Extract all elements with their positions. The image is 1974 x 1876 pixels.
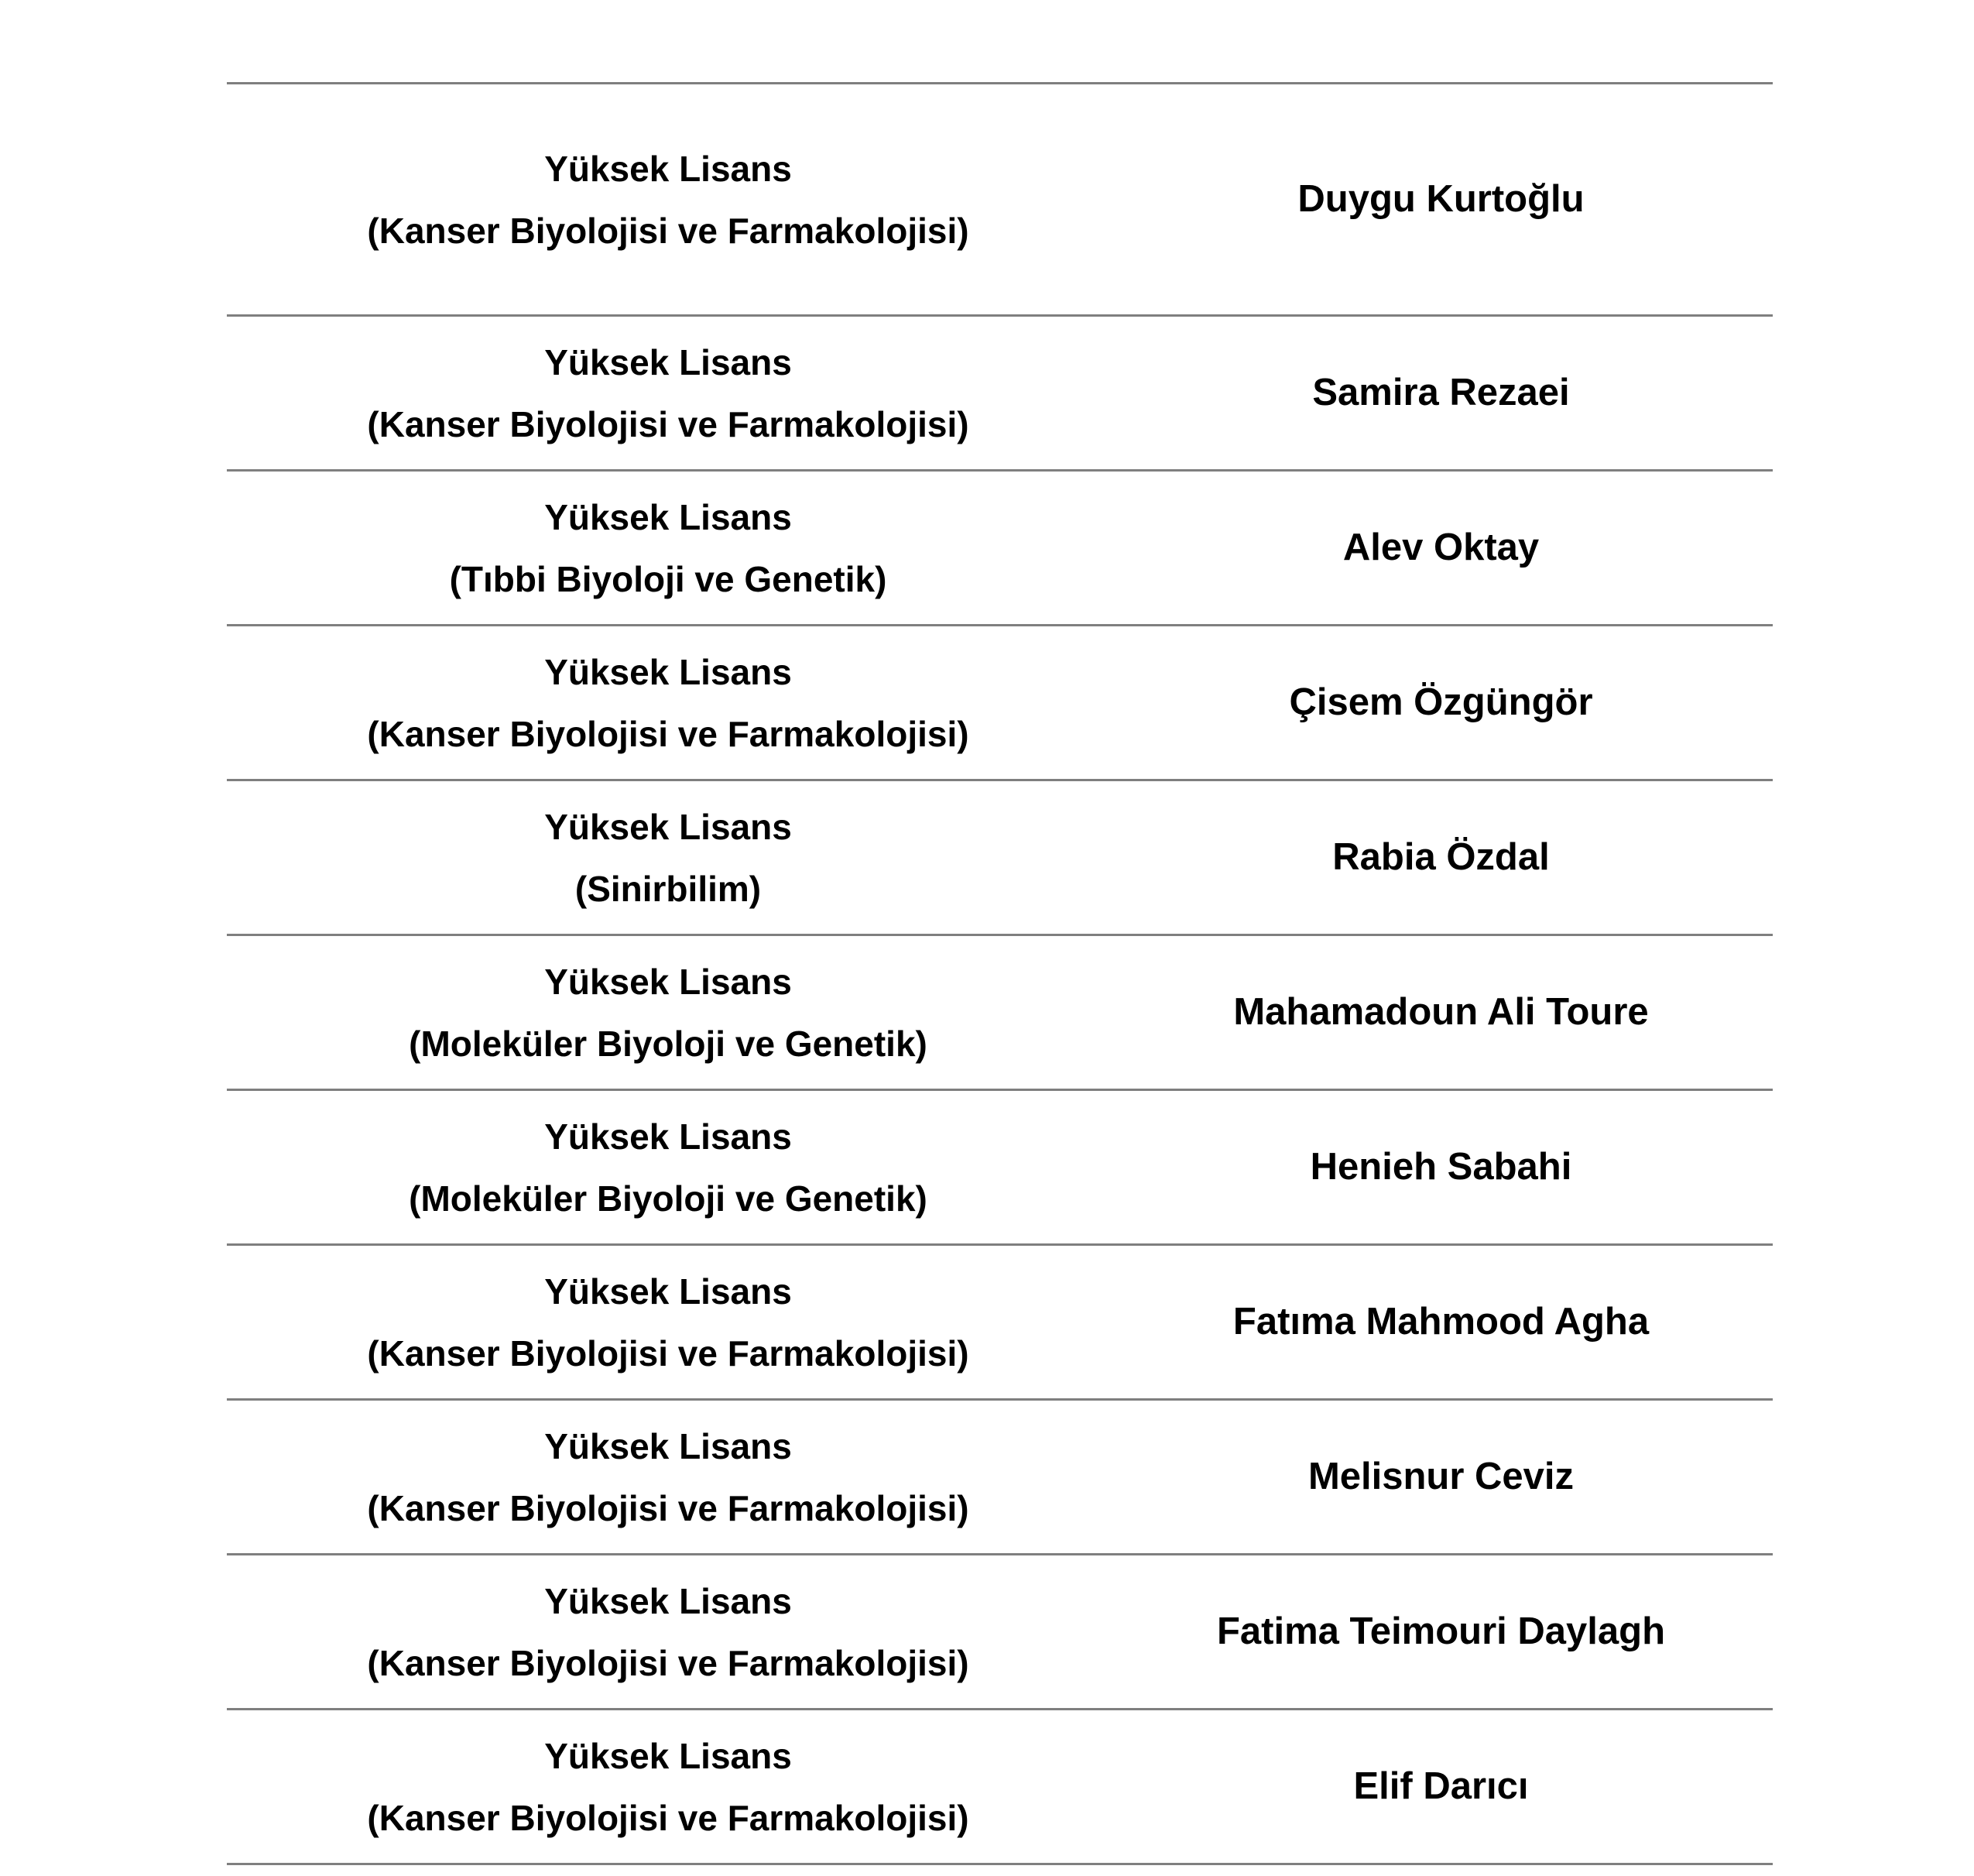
table-row [227,781,1773,936]
table-row [227,472,1773,626]
degree-level: Yüksek Lisans [544,496,792,537]
degree-program: (Tıbbi Biyoloji ve Genetik) [449,558,887,599]
degree-level: Yüksek Lisans [544,1271,792,1312]
degree-program: (Kanser Biyolojisi ve Farmakolojisi) [367,1487,969,1528]
student-name: Mahamadoun Ali Toure [1233,991,1649,1034]
student-name: Rabia Özdal [1332,836,1550,879]
student-name: Fatıma Mahmood Agha [1232,1301,1650,1343]
degree-level: Yüksek Lisans [544,341,792,382]
degree-cell [227,626,1109,779]
student-name: Samira Rezaei [1312,372,1570,414]
table-row [227,317,1773,472]
degree-level: Yüksek Lisans [544,148,792,189]
degree-program: (Kanser Biyolojisi ve Farmakolojisi) [367,210,969,251]
degree-cell [227,317,1109,469]
degree-level: Yüksek Lisans [544,961,792,1002]
degree-cell [227,936,1109,1089]
student-degree-table [227,82,1773,1865]
degree-level: Yüksek Lisans [544,806,792,847]
degree-cell [227,1401,1109,1553]
student-name: Henieh Sabahi [1310,1146,1572,1188]
table-row [227,1555,1773,1710]
degree-program: (Kanser Biyolojisi ve Farmakolojisi) [367,1797,969,1838]
degree-program: (Kanser Biyolojisi ve Farmakolojisi) [367,403,969,444]
degree-cell [227,472,1109,624]
degree-level: Yüksek Lisans [544,651,792,692]
student-name: Fatima Teimouri Daylagh [1216,1610,1666,1653]
degree-level: Yüksek Lisans [544,1580,792,1621]
table-row [227,1246,1773,1401]
degree-cell [227,1246,1109,1398]
degree-program: (Sinirbilim) [574,868,762,909]
degree-program: (Moleküler Biyoloji ve Genetik) [409,1023,927,1064]
degree-cell [227,781,1109,934]
student-name: Duygu Kurtoğlu [1297,178,1585,221]
degree-level: Yüksek Lisans [544,1735,792,1776]
table-row [227,1401,1773,1555]
table-row [227,1710,1773,1865]
student-name: Çisem Özgüngör [1289,681,1593,724]
student-name: Alev Oktay [1342,526,1540,569]
degree-cell [227,84,1109,314]
table-row [227,936,1773,1091]
degree-program: (Moleküler Biyoloji ve Genetik) [409,1178,927,1219]
table-row [227,1091,1773,1246]
degree-level: Yüksek Lisans [544,1116,792,1157]
degree-program: (Kanser Biyolojisi ve Farmakolojisi) [367,1642,969,1683]
degree-program: (Kanser Biyolojisi ve Farmakolojisi) [367,1332,969,1374]
degree-program: (Kanser Biyolojisi ve Farmakolojisi) [367,713,969,754]
degree-cell [227,1555,1109,1708]
student-name: Elif Darıcı [1353,1765,1529,1808]
degree-level: Yüksek Lisans [544,1425,792,1466]
student-name: Melisnur Ceviz [1307,1456,1575,1498]
degree-cell [227,1710,1109,1863]
table-row [227,84,1773,317]
degree-cell [227,1091,1109,1243]
table-row [227,626,1773,781]
